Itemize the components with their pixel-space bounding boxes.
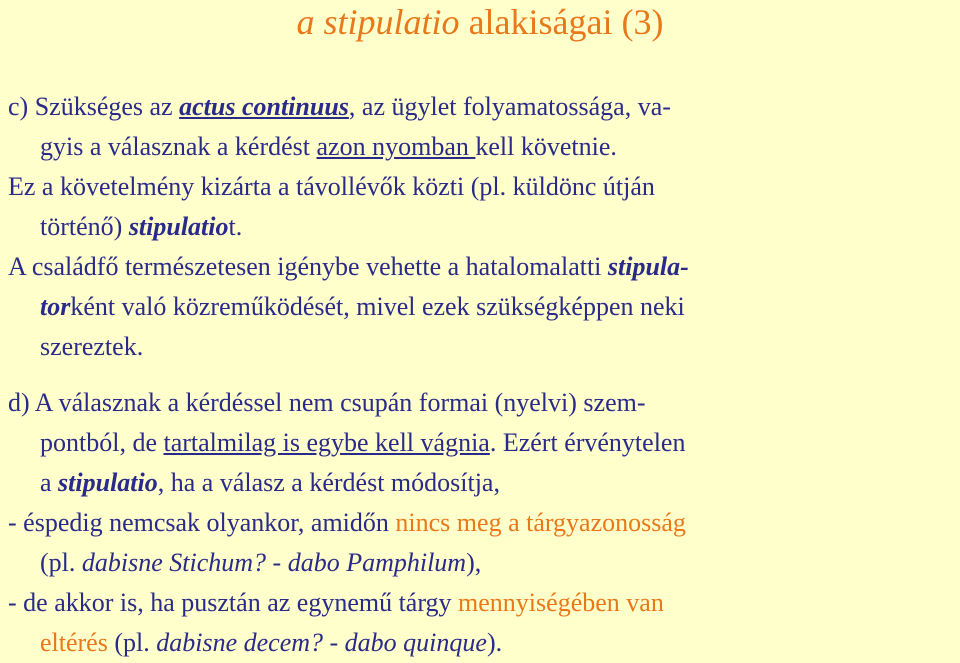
text-run: ).: [486, 628, 503, 657]
phrase-tartalmilag: tartalmilag is egybe kell vágnia: [163, 428, 490, 457]
text-run: t.: [228, 212, 243, 241]
phrase-mennyisegeben: mennyiségében van: [458, 588, 664, 617]
phrase-targyazonossag: nincs meg a tárgyazonosság: [395, 508, 686, 537]
phrase-azon-nyomban: azon nyomban: [316, 132, 476, 161]
example-stichum: dabisne Stichum? - dabo Pamphilum: [81, 548, 467, 577]
paragraph-c-line-1: [8, 87, 952, 127]
text-run: ),: [466, 548, 482, 577]
title-italic: a stipulatio: [296, 2, 460, 42]
text-run: . Ezért érvénytelen: [489, 428, 686, 457]
paragraph-d: [8, 383, 952, 663]
text-run: történő): [40, 212, 129, 241]
text-run: , az ügylet folyamatossága, va-: [348, 92, 671, 121]
paragraph-d-line-4: [8, 503, 952, 543]
text-run: ként való közreműködését, mivel ezek szükségképpen neki: [70, 292, 685, 321]
text-run: d) A válasznak a kérdéssel nem csupán formai (nyelvi) szem-: [8, 388, 646, 417]
paragraph-d-line-6: [8, 583, 952, 623]
text-run: pontból, de: [40, 428, 164, 457]
paragraph-d-line-7: [8, 623, 952, 663]
term-stipulator: stipula-: [607, 252, 689, 281]
paragraph-c: [8, 87, 952, 367]
paragraph-c-line-6: [8, 287, 952, 327]
paragraph-c-line-3: [8, 167, 952, 207]
term-stipulatio: stipulatio: [128, 212, 229, 241]
text-run: a: [40, 468, 59, 497]
text-run: szereztek.: [40, 332, 144, 361]
paragraph-d-line-2: [8, 423, 952, 463]
text-run: (pl.: [40, 548, 82, 577]
paragraph-c-line-2: [8, 127, 952, 167]
text-run: - de akkor is, ha pusztán az egynemű tárgy: [8, 588, 459, 617]
term-stipulatio: stipulatio: [58, 468, 158, 497]
paragraph-d-line-3: [8, 463, 952, 503]
paragraph-c-line-5: [8, 247, 952, 287]
text-run: kell követnie.: [475, 132, 617, 161]
text-run: - éspedig nemcsak olyankor, amidőn: [8, 508, 396, 537]
paragraph-c-line-7: [8, 327, 952, 367]
text-run: gyis a válasznak a kérdést: [40, 132, 317, 161]
text-run: c) Szükséges az: [8, 92, 180, 121]
example-decem: dabisne decem? - dabo quinque: [156, 628, 487, 657]
text-run: Ez a követelmény kizárta a távollévők közti (pl. küldönc útján: [8, 172, 655, 201]
paragraph-d-line-1: [8, 383, 952, 423]
phrase-elteres: eltérés: [40, 628, 108, 657]
text-run: , ha a válasz a kérdést módosítja,: [157, 468, 500, 497]
text-run: A családfő természetesen igénybe vehette a hatalomalatti: [8, 252, 608, 281]
paragraph-d-line-5: [8, 543, 952, 583]
paragraph-c-line-4: [8, 207, 952, 247]
slide-title: [0, 0, 960, 44]
title-rest: alakiságai (3): [459, 2, 664, 42]
text-run: (pl.: [107, 628, 157, 657]
term-stipulator: tor: [40, 292, 71, 321]
term-actus-continuus: actus continuus: [179, 92, 349, 121]
